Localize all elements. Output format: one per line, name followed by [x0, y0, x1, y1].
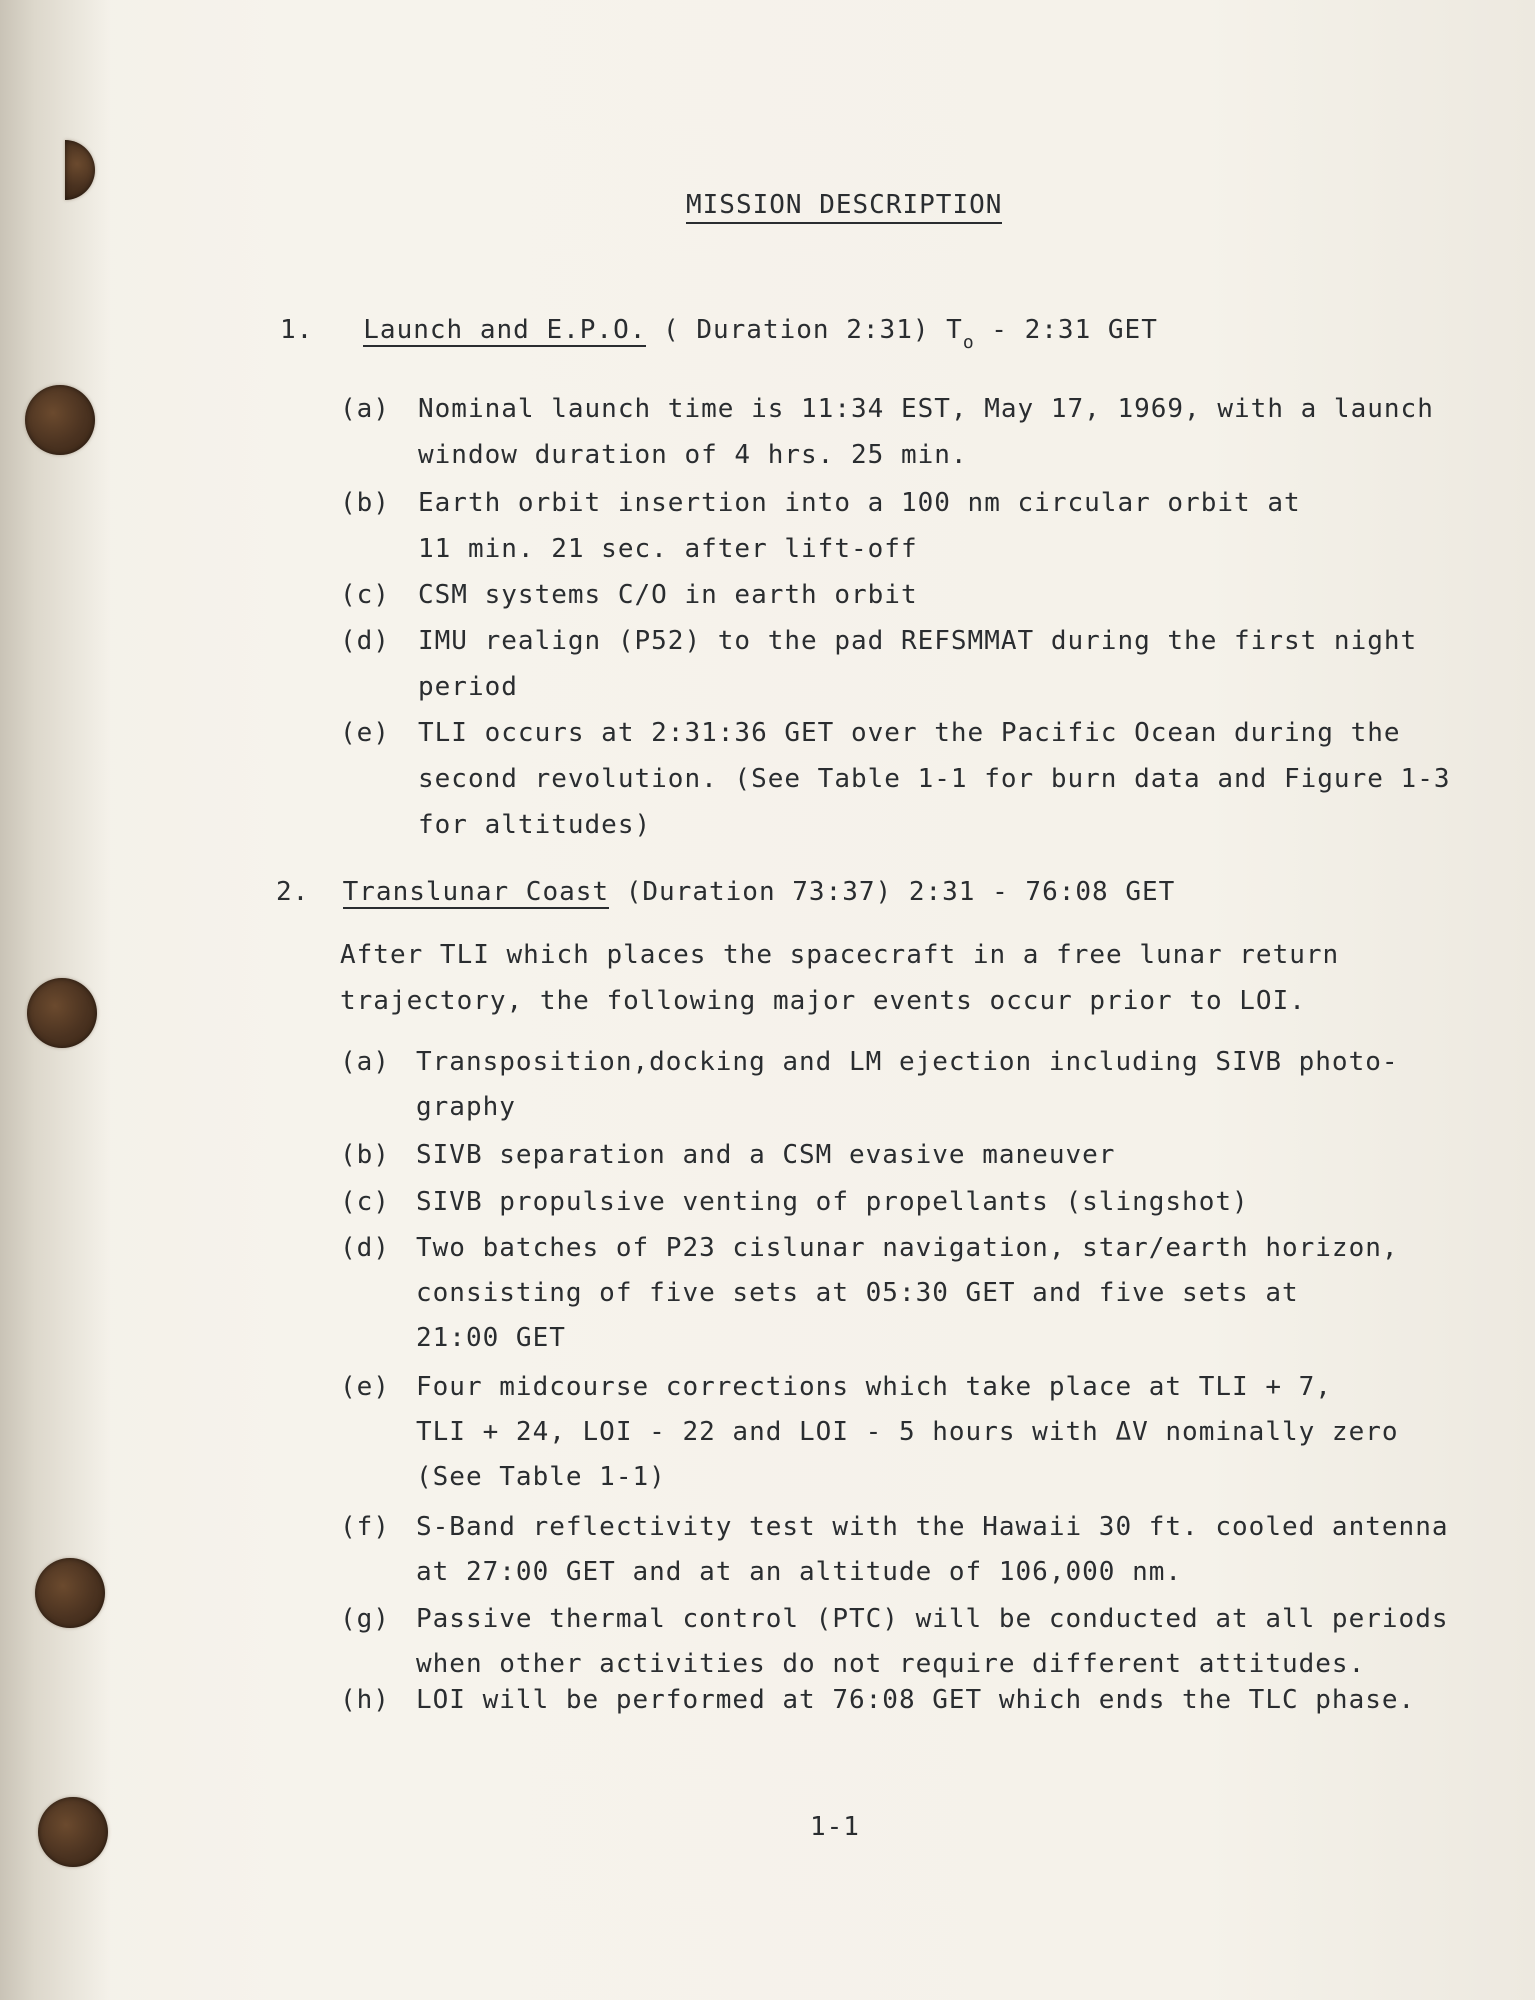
list-item-marker: (c)	[340, 580, 390, 610]
list-item-text: SIVB separation and a CSM evasive maneuver	[416, 1140, 1116, 1170]
section-2-intro-line: trajectory, the following major events occur prior to LOI.	[340, 986, 1306, 1016]
section-number: 2.	[276, 877, 310, 907]
section-2-intro-line: After TLI which places the spacecraft in a free lunar return	[340, 940, 1340, 970]
section-duration: ( Duration 2:31) T	[646, 315, 963, 345]
list-item-text: Four midcourse corrections which take place at TLI + 7,	[416, 1372, 1332, 1402]
list-item-marker: (h)	[340, 1685, 390, 1715]
list-item-text: Passive thermal control (PTC) will be conducted at all periods	[416, 1604, 1449, 1634]
section-duration: (Duration 73:37) 2:31 - 76:08 GET	[609, 877, 1176, 907]
list-item-text: consisting of five sets at 05:30 GET and five sets at	[416, 1278, 1299, 1308]
list-item-text: Transposition,docking and LM ejection including SIVB photo-	[416, 1047, 1399, 1077]
list-item-text: period	[418, 672, 518, 702]
list-item-text: window duration of 4 hrs. 25 min.	[418, 440, 968, 470]
list-item-text: for altitudes)	[418, 810, 652, 840]
list-item-marker: (f)	[340, 1512, 390, 1542]
list-item-text: TLI occurs at 2:31:36 GET over the Pacific Ocean during the	[418, 718, 1401, 748]
punch-hole-icon	[35, 1558, 105, 1628]
section-2-heading	[276, 877, 1175, 907]
list-item-marker: (d)	[340, 626, 390, 656]
punch-hole-icon	[38, 1797, 108, 1867]
list-item-marker: (a)	[340, 394, 390, 424]
list-item-text: CSM systems C/O in earth orbit	[418, 580, 918, 610]
list-item-text: graphy	[416, 1092, 516, 1122]
list-item-marker: (g)	[340, 1604, 390, 1634]
section-1-heading	[280, 315, 1158, 353]
list-item-marker: (a)	[340, 1047, 390, 1077]
list-item-text: TLI + 24, LOI - 22 and LOI - 5 hours with ΔV nominally zero	[416, 1417, 1399, 1447]
list-item-text: SIVB propulsive venting of propellants (slingshot)	[416, 1187, 1249, 1217]
list-item-marker: (d)	[340, 1233, 390, 1263]
list-item-marker: (b)	[340, 1140, 390, 1170]
page-title: MISSION DESCRIPTION	[686, 190, 1002, 224]
list-item-text: (See Table 1-1)	[416, 1462, 666, 1492]
section-title: Translunar Coast	[342, 877, 610, 907]
list-item-text: 21:00 GET	[416, 1323, 566, 1353]
t-subscript: o	[962, 332, 975, 353]
punch-hole-icon	[25, 385, 95, 455]
list-item-marker: (e)	[340, 718, 390, 748]
list-item-text: 11 min. 21 sec. after lift-off	[418, 534, 918, 564]
list-item-text: LOI will be performed at 76:08 GET which ends the TLC phase.	[416, 1685, 1416, 1715]
list-item-text: second revolution. (See Table 1-1 for burn data and Figure 1-3	[418, 764, 1451, 794]
list-item-text: Nominal launch time is 11:34 EST, May 17, 1969, with a launch	[418, 394, 1434, 424]
list-item-marker: (c)	[340, 1187, 390, 1217]
list-item-text: S-Band reflectivity test with the Hawaii 30 ft. cooled antenna	[416, 1512, 1449, 1542]
list-item-marker: (b)	[340, 488, 390, 518]
list-item-marker: (e)	[340, 1372, 390, 1402]
list-item-text: when other activities do not require different attitudes.	[416, 1649, 1366, 1679]
section-time-range: - 2:31 GET	[974, 315, 1158, 345]
list-item-text: IMU realign (P52) to the pad REFSMMAT during the first night	[418, 626, 1418, 656]
section-title: Launch and E.P.O.	[363, 315, 647, 345]
page-number: 1-1	[810, 1812, 860, 1842]
list-item-text: at 27:00 GET and at an altitude of 106,000 nm.	[416, 1557, 1183, 1587]
section-number: 1.	[280, 315, 314, 345]
list-item-text: Two batches of P23 cislunar navigation, star/earth horizon,	[416, 1233, 1399, 1263]
list-item-text: Earth orbit insertion into a 100 nm circular orbit at	[418, 488, 1301, 518]
punch-hole-icon	[27, 978, 97, 1048]
